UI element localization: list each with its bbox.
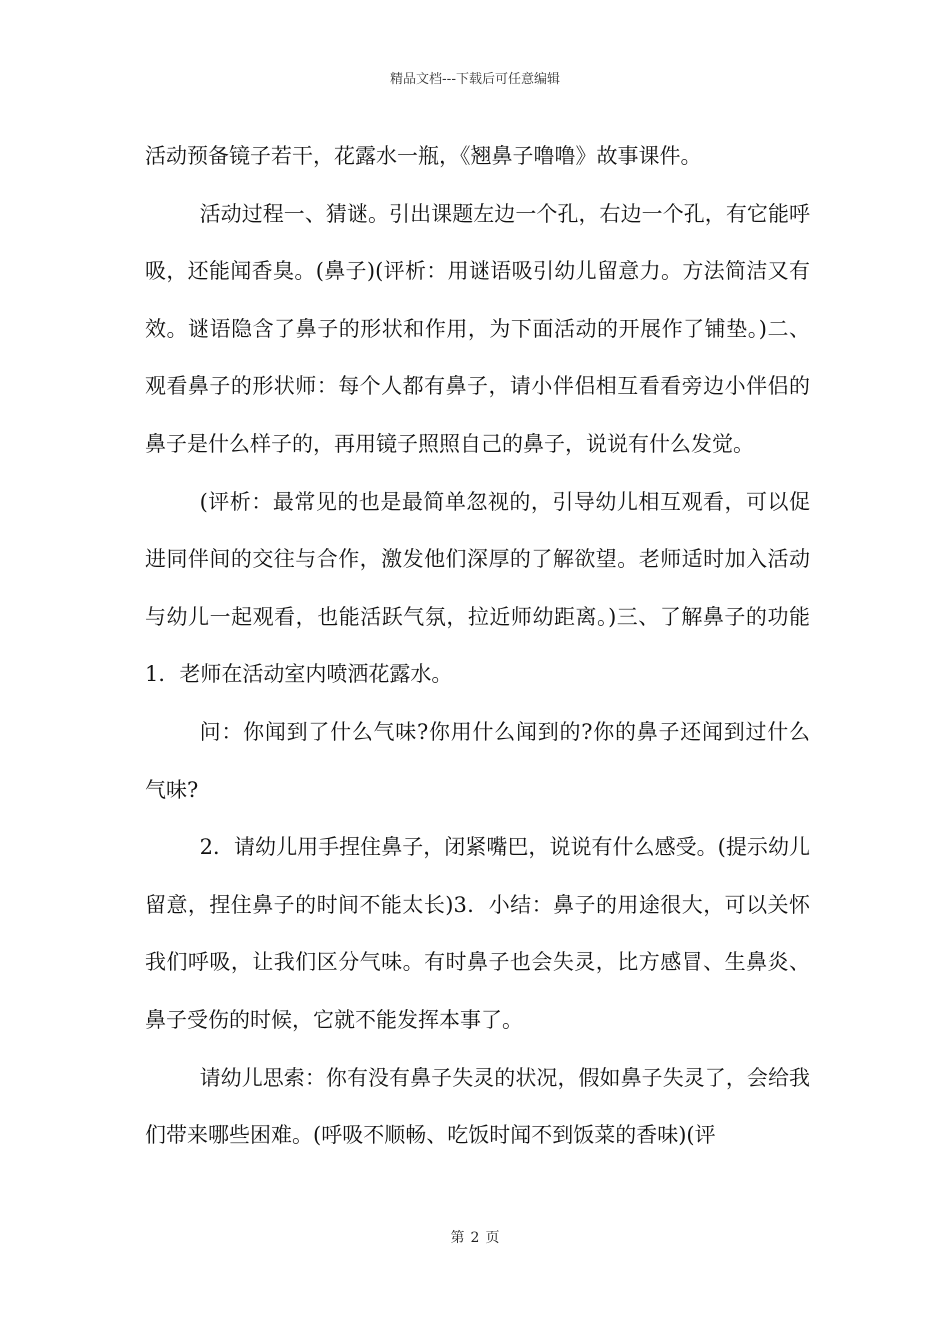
page-number-prefix: 第 [450,1230,465,1246]
paragraph-question: 问：你闻到了什么气味?你用什么闻到的?你的鼻子还闻到过什么气味? [145,719,810,802]
paragraph-analysis-function: (评析：最常见的也是最简单忽视的，引导幼儿相互观看，可以促进同伴间的交往与合作，激发他们深厚的了解欲望。老师适时加入活动与幼儿一起观看，也能活跃气氛，拉近师幼距离。)三、了解鼻子的功能 1．老师在活动室内喷洒花露水。 [145,489,810,687]
header-text: 精品文档---下载后可任意编辑 [389,72,561,87]
page-number-suffix: 页 [485,1230,500,1246]
paragraph-think: 请幼儿思索：你有没有鼻子失灵的状况，假如鼻子失灵了，会给我们带来哪些困难。(呼吸不顺畅、吃饭时闻不到饭菜的香味)(评 [145,1065,810,1148]
paragraph-materials: 活动预备镜子若干，花露水一瓶，《翘鼻子噜噜》故事课件。 [145,144,702,168]
paragraph-pinch-nose: 2．请幼儿用手捏住鼻子，闭紧嘴巴，说说有什么感受。(提示幼儿留意，捏住鼻子的时间不能太长)3．小结：鼻子的用途很大，可以关怀我们呼吸，让我们区分气味。有时鼻子也会失灵，比方感冒、生鼻炎、鼻子受伤的时候，它就不能发挥本事了。 [145,835,810,1032]
document-body [145,128,810,1165]
page-header [0,68,950,87]
page-number: 2 [470,1230,480,1246]
paragraph-process-riddle: 活动过程一、猜谜。引出课题左边一个孔，右边一个孔，有它能呼吸，还能闻香臭。(鼻子)(评析：用谜语吸引幼儿留意力。方法简洁又有效。谜语隐含了鼻子的形状和作用，为下面活动的开展作了铺垫。)二、观看鼻子的形状师：每个人都有鼻子，请小伴侣相互看看旁边小伴侣的鼻子是什么样子的，再用镜子照照自己的鼻子，说说有什么发觉。 [145,201,810,456]
page-footer [0,1227,950,1247]
